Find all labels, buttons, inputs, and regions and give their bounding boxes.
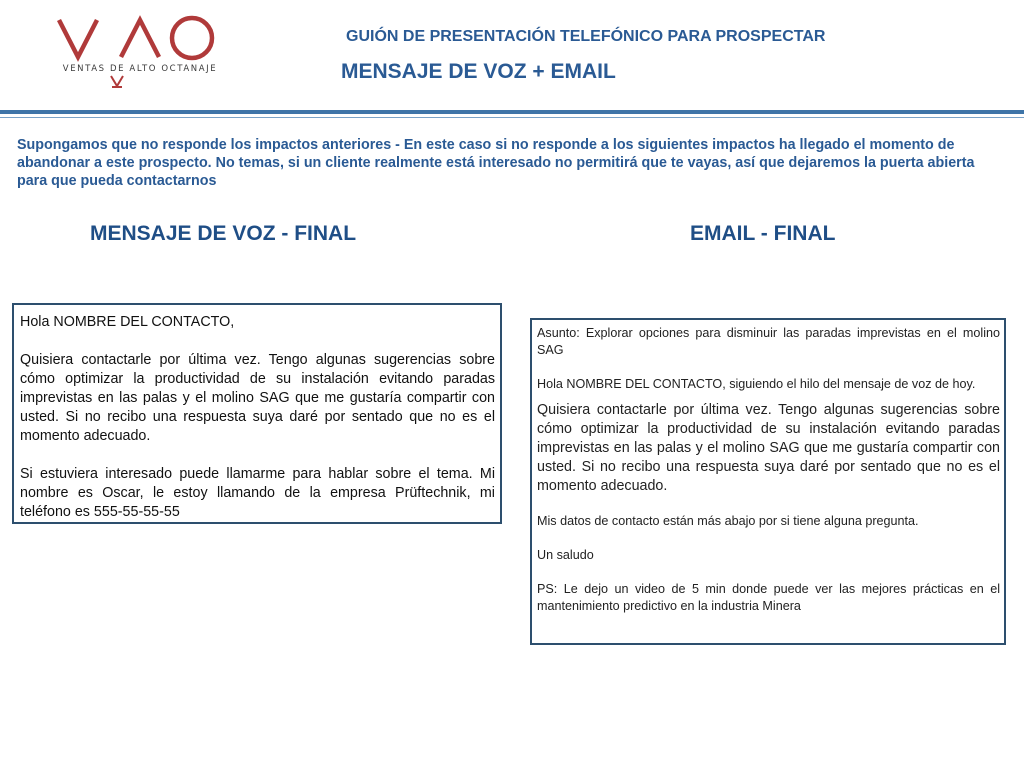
intro-text: Supongamos que no responde los impactos anteriores - En este caso si no responde a los siguientes impactos ha llegado el momento de abandonar a este prospecto. No temas, si un cliente realmente está interesado no permitirá que te vayas, así que dejaremos la puerta abierta para que pueda contactarnos bbox=[17, 137, 975, 189]
voice-body: Quisiera contactarle por última vez. Tengo algunas sugerencias sobre cómo optimizar la productividad de su instalación evitando paradas imprevistas en las palas y el molino SAG que me gustaría compartir con usted. Si no recibo una respuesta suya daré por sentado que no es el momento adecuado. bbox=[20, 352, 495, 444]
logo-tagline: VENTAS DE ALTO OCTANAJE bbox=[62, 64, 218, 74]
voice-greeting: Hola NOMBRE DEL CONTACTO, bbox=[20, 314, 235, 330]
vao-logo bbox=[55, 14, 225, 90]
header-divider bbox=[0, 110, 1024, 114]
vao-logo-mark bbox=[55, 14, 225, 64]
email-contact: Mis datos de contacto están más abajo por si tiene alguna pregunta. bbox=[537, 514, 919, 528]
voice-heading: MENSAJE DE VOZ - FINAL bbox=[90, 222, 357, 245]
voice-message-box bbox=[12, 303, 502, 524]
email-subject: Asunto: Explorar opciones para disminuir las paradas imprevistas en el molino SAG bbox=[537, 326, 1000, 357]
email-body: Quisiera contactarle por última vez. Tengo algunas sugerencias sobre cómo optimizar la productividad de su instalación evitando paradas imprevistas en las palas y el molino SAG que me gustaría compartir con usted. Si no recibo una respuesta suya daré por sentado que no es el momento adecuado. bbox=[537, 402, 1000, 494]
email-ps: PS: Le dejo un video de 5 min donde puede ver las mejores prácticas en el mantenimiento predictivo en la industria Minera bbox=[537, 582, 1000, 613]
voice-closing: Si estuviera interesado puede llamarme para hablar sobre el tema. Mi nombre es Oscar, le estoy llamando de la empresa Prüftechnik, mi teléfono es 555-55-55-55 bbox=[20, 466, 495, 520]
logo-underline-mark bbox=[55, 74, 225, 90]
page-title: GUIÓN DE PRESENTACIÓN TELEFÓNICO PARA PROSPECTAR bbox=[346, 28, 826, 45]
page-subtitle: MENSAJE DE VOZ + EMAIL bbox=[341, 60, 616, 83]
email-signoff: Un saludo bbox=[537, 548, 594, 562]
email-greeting: Hola NOMBRE DEL CONTACTO, siguiendo el hilo del mensaje de voz de hoy. bbox=[537, 377, 976, 391]
header-divider-thin bbox=[0, 117, 1024, 118]
email-message-box bbox=[530, 318, 1006, 645]
email-heading: EMAIL - FINAL bbox=[690, 222, 836, 245]
